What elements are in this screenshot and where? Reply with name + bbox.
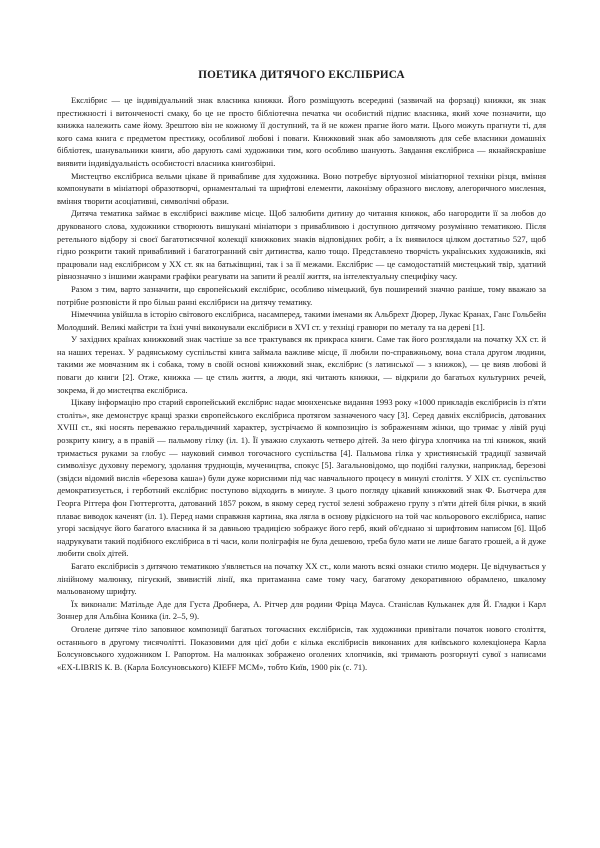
- paragraph-western-countries: У західних країнах книжковий знак частіше за все трактувався як прикраса книги. Саме так його розглядали на початку XX ст. й на наших теренах. У радянському суспільстві книга займала важливе місце, її любили по-справжньому, вона стала другом людини, такими же мовчазним як і собака, тому в своїй основі книжковий знак, екслібрис (з латинської — з книжок), — це вияв любові й поваги до книги [2]. Отже, книжка — це стиль життя, а люди, які читають книжки, — відкрили до багатьох культурних речей, зокрема, й до мистецтва екслібриса.: [57, 334, 546, 395]
- paragraph-childrens-theme: Дитяча тематика займає в екслібрисі важливе місце. Щоб залюбити дитину до читання книжок, або нагородити її за любов до друкованого слова, художники створюють вишукані мініатюри з привабливою і доступною дитячому розумінню тематикою. Після ретельного відбору зі своєї багатотисячної колекції книжкових знаків відповідних робіт, а їх виявилося цілком достатньо 527, щоб гідно розкрити такий привабливий і багатогранний світ дитинства, калю тощо. Представлено творчість українських художників, які працювали над екслібрисом у XX ст. як на батьківщині, так і за її межами. Екслібрис — це самодостатній мистецький твір, здатний рівнозначно з іншими жанрами графіки реагувати на запити й реалії життя, на інтелектуальну специфіку часу.: [57, 208, 546, 282]
- paragraph-definition: Екслібрис — це індивідуальний знак власника книжки. Його розміщують всередині (зазвичай на форзаці) книжки, як знак престижності і витонченості смаку, бо це не просто бібліотечна печатка чи особистий підпис власника, який хоче позначити, що книжка належить саме йому. Зрештою він не кожному її доступний, та й не кожен прагне його мати. Цього можуть прагнути ті, для кого сама книга є предметом престижу, особливої любові і поваги. Книжковий знак або замовляють для себе власники домашніх бібліотек, шанувальники книги, або дарують самі художники тим, кого особливо шанують. Завдання екслібриса — якнайяскравіше виявити індивідуальність особистості власника книгозбірні.: [57, 95, 546, 168]
- paragraph-art-technique: Мистецтво екслібриса вельми цікаве й привабливе для художника. Воно потребує віртуозної мініатюрної техніки різця, вміння компонувати в мініатюрі образотворчі, орнаментальні та шрифтові елементи, лаконізму образного вислову, алегоричного мислення, вміння творити асоціативні, символічні образи.: [57, 170, 546, 206]
- paragraph-european-note: Разом з тим, варто зазначити, що європейський екслібрис, особливо німецький, був поширений значно раніше, тому вважаю за потрібне розповісти й про більш ранні екслібриси на дитячу тематику.: [57, 283, 546, 307]
- paragraph-credits: Їх виконали: Матільде Аде для Густа Дробнера, А. Рітчер для родини Фріца Мауса. Станіслав Кульканек для Й. Гладки і Карл Зоннер для Альбіна Коника (іл. 2–5, 9).: [57, 598, 546, 622]
- paragraph-munich-edition: Цікаву інформацію про старий європейський екслібрис надає мюнхенське видання 1993 року «1000 прикладів екслібрисів із п'яти століть», яке демонструє кращі зразки європейського екслібриса протягом зазначеного часу [3]. Серед давніх екслібрисів, датованих XVIII ст., які носять переважно геральдичний характер, зустрічаємо й композицію із зображенням жінки, що тримає у лівій руці розкриту книгу, а в правій — пальмову гілку (іл. 1). Її уважно слухають четверо дітей. За нею фігура хлопчика на тлі книжок, який тримається руками за глобус — науковий символ тогочасного суспільства [4]. Пальмова гілка у християнській традиції зазвичай символізує духовну перемогу, здолання труднощів, мучеництва, спокус [5]. Загальновідомо, що подібні галузки, наприклад, березові (звідси відомий вислів «березова каша») були дуже корисними під час навчального процесу в минулі століття. У XIX ст. суспільство демократизується, і герботний екслібрис поступово відходить в минуле. З цього погляду цікавий книжковий знак Ф. Бьотчера для Георга Ріттера фон Гюттерготта, датований 1857 роком, в якому серед густої зелені зображено групу з п'яти дітей біля річки, в який плаває виводок каченят (іл. 1). Перед нами справжня картина, яка лягла в основу рідкісного на той час кольорового екслібриса, напис угорі засвідчує його багатого власника й за давньою традицією зображує його герб, який об'єднано зі шрифтовим написом [6]. Щоб надрукувати такий подібного екслібриса в ті часи, коли поліграфія не була дешевою, треба було мати не лише багато грошей, а й дуже любити своїх дітей.: [57, 397, 546, 559]
- paragraph-germany: Німеччина увійшла в історію світового екслібриса, насамперед, такими іменами як Альбрехт Дюрер, Лукас Кранах, Ганс Гольбейн Молодший. Великі майстри та їхні учні виконували екслібриси в XVI ст. у техніці гравюри по металу та на дереві [1].: [57, 309, 546, 332]
- paragraph-bolsunovsky: Оголене дитяче тіло заповнює композиції багатьох тогочасних екслібрисів, так художники привітали початок нового століття, останнього в другому тисячолітті. Показовими для цієї доби є кілька екслібрисів виконаних для київського колекціонера Карла Болсуновського художником І. Рапортом. На малюнках зображено оголених хлопчиків, які тримають розгорнуті сувої з написами «EX-LIBRIS К. В. (Карла Болсуновського) KIEFF MCM», тобто Київ, 1900 рік (с. 71).: [57, 623, 546, 672]
- article-title: ПОЕТИКА ДИТЯЧОГО ЕКСЛІБРИСА: [198, 69, 405, 81]
- paragraph-modern-style: Багато екслібрисів з дитячою тематикою з'являється на початку XX ст., коли мають всякі ознаки стилю модерн. Це відчувається у лінійному малюнку, пігуєкий, звивистій лінії, яка притаманна саме тому часу, багатому декоративною обрамлено, шкалому мальованому шрифту.: [57, 560, 546, 597]
- article-body: [57, 94, 546, 673]
